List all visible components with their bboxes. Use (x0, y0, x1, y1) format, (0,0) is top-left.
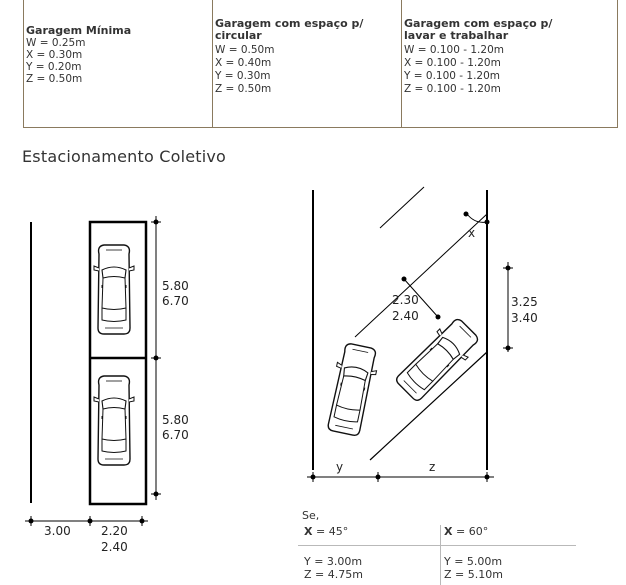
dim-label: 2.40 (392, 309, 419, 323)
stall-line (380, 187, 424, 228)
table-cell: Z = 0.50m (215, 83, 272, 95)
angle-60-label (444, 525, 488, 538)
dim-label: 6.70 (162, 428, 189, 442)
dim-label: 5.80 (162, 279, 189, 293)
dim-label: 6.70 (162, 294, 189, 308)
divider (440, 525, 441, 585)
legend-intro: Se, (302, 509, 320, 522)
table-cell: X = 0.100 - 1.20m (404, 57, 501, 69)
dim-label: z (429, 460, 436, 474)
left-parking-diagram (25, 216, 189, 554)
dim-label: y (336, 460, 344, 474)
table-cell: X = 0.30m (26, 49, 83, 61)
dim-label: 5.80 (162, 413, 189, 427)
section-title: Estacionamento Coletivo (22, 147, 227, 166)
angle-45-label (304, 525, 348, 538)
table-cell: Y = 0.20m (26, 61, 82, 73)
table-cell: W = 0.25m (26, 37, 86, 49)
dim-label: 3.40 (511, 311, 538, 325)
angle-var: X (444, 525, 453, 538)
dim-label: 3.25 (511, 295, 538, 309)
dim-label: 2.20 (101, 524, 128, 538)
dim-label: 3.00 (44, 524, 71, 538)
column-header-line: circular (215, 29, 262, 42)
car-top-view (392, 314, 483, 405)
angle-arc (467, 214, 487, 222)
table-cell: X = 0.40m (215, 57, 272, 69)
table-cell: Y = 0.100 - 1.20m (404, 70, 501, 82)
column-header-line: lavar e trabalhar (404, 29, 509, 42)
angle-var: X (304, 525, 313, 538)
dim-label: 2.30 (392, 293, 419, 307)
table-cell: Z = 0.100 - 1.20m (404, 83, 501, 95)
right-parking-diagram (307, 187, 538, 482)
dim-label: 2.40 (101, 540, 128, 554)
legend-value: Z = 5.10m (444, 568, 503, 581)
car-top-view (94, 245, 134, 334)
angle-value: = 60° (452, 525, 489, 538)
table-cell: W = 0.50m (215, 44, 275, 56)
column-header-line: Garagem com espaço p/ (215, 17, 364, 30)
divider (298, 545, 576, 546)
table-cell: W = 0.100 - 1.20m (404, 44, 504, 56)
car-top-view (94, 376, 134, 465)
angle-value: = 45° (312, 525, 349, 538)
legend-value: Z = 4.75m (304, 568, 363, 581)
angle-label: x (468, 226, 476, 240)
legend-value: Y = 5.00m (444, 555, 503, 568)
legend-value: Y = 3.00m (304, 555, 363, 568)
table-cell: Z = 0.50m (26, 73, 83, 85)
column-header-line: Garagem com espaço p/ (404, 17, 553, 30)
column-header-line: Garagem Mínima (26, 24, 132, 37)
car-top-view (323, 342, 381, 437)
table-cell: Y = 0.30m (215, 70, 271, 82)
